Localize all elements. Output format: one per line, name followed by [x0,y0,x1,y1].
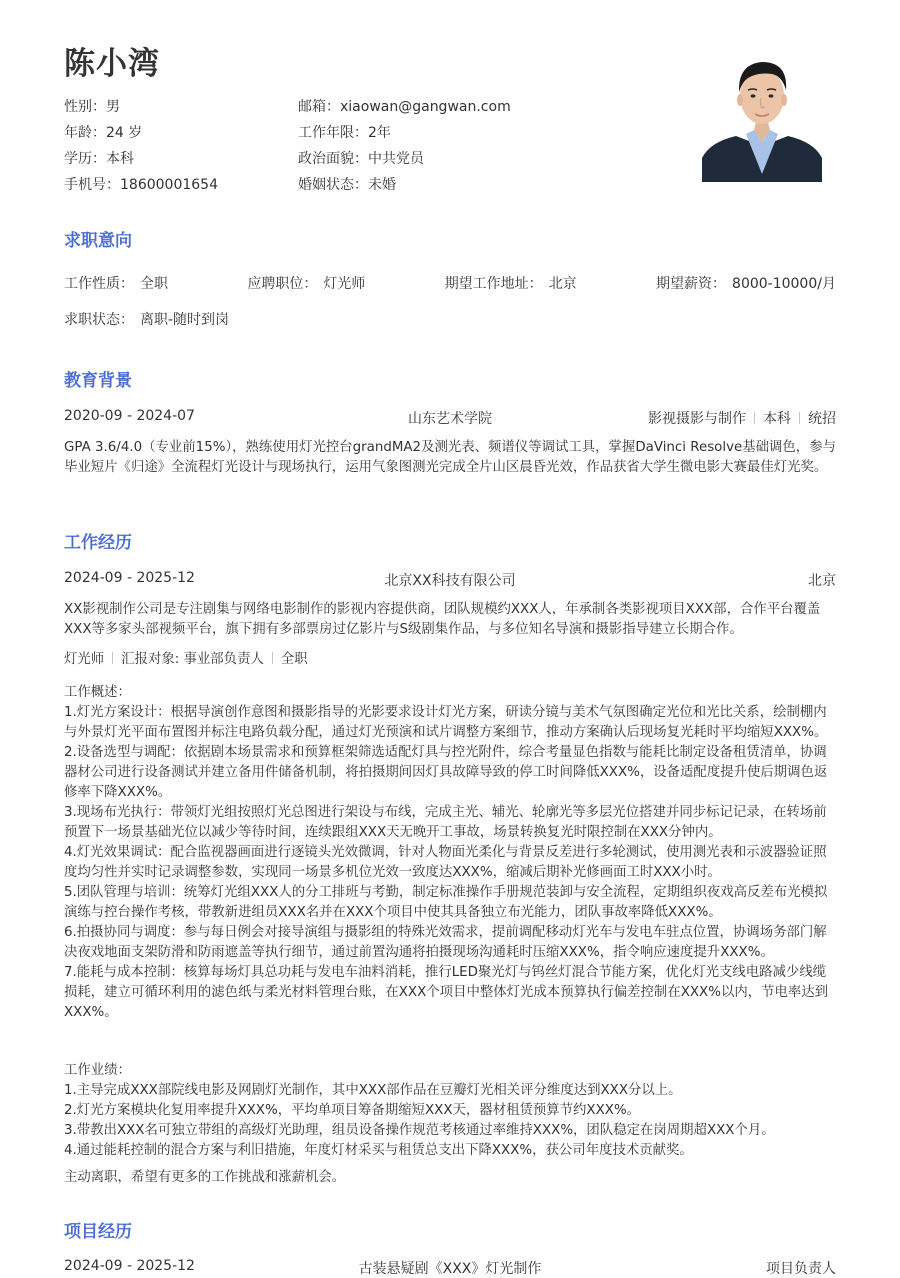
education-level-field [64,146,298,172]
location-label: 期望工作地址： [444,276,543,292]
phone-value: 18600001654 [120,177,218,193]
company-intro: XX影视制作公司是专注剧集与网络电影制作的影视内容提供商，团队规模约XXX人，年承制各类影视项目XXX部，合作平台覆盖XXX等多家头部视频平台，旗下拥有多部票房过亿影片与S级剧集作品，与多位知名导演和摄影指导建立长期合作。 [64,602,821,637]
job-status-label: 求职状态： [64,312,134,328]
result-item: 2.灯光方案模块化复用率提升XXX%，平均单项目筹备期缩短XXX天，器材租赁预算节约XXX%。 [64,1103,641,1118]
age-label: 年龄： [64,125,106,141]
candidate-name: 陈小湾 [64,46,160,82]
section-title-education: 教育背景 [64,371,132,391]
gender-value: 男 [106,99,120,115]
report-to: 汇报对象: 事业部负责人 [121,652,264,667]
education-meta-row [64,408,836,428]
overview-item: 5.团队管理与培训：统筹灯光组XXX人的分工排班与考勤，制定标准操作手册规范装卸与安全流程，定期组织夜戏高反差布光模拟演练与控台操作考核，带教新进组员XXX名并在XXX个项目中使其具备独立布光能力，团队事故率降低XXX%。 [64,885,828,920]
position-value: 灯光师 [323,276,366,292]
email-label: 邮箱： [298,99,340,115]
employment-type: 全职 [280,652,308,667]
results-title: 工作业绩： [64,1063,131,1078]
marital-status-field [298,172,598,198]
marital-status-value: 未婚 [368,177,396,193]
result-item: 1.主导完成XXX部院线电影及网剧灯光制作，其中XXX部作品在豆瓣灯光相关评分维度达到XXX分以上。 [64,1083,682,1098]
work-type-field [64,273,168,293]
project-meta-row [64,1258,836,1278]
info-row [64,146,624,172]
divider [754,412,755,424]
work-type-label: 工作性质： [64,276,134,292]
salary-value: 8000-10000/月 [732,276,836,292]
education-details [648,408,836,428]
company-name: 北京XX科技有限公司 [384,573,516,589]
education-date: 2020-09 - 2024-07 [64,408,195,424]
phone-field [64,172,298,198]
leave-reason: 主动离职，希望有更多的工作挑战和涨薪机会。 [64,1170,346,1185]
result-item: 4.通过能耗控制的混合方案与利旧措施，年度灯材采买与租赁总支出下降XXX%，获公司年度技术贡献奖。 [64,1143,693,1158]
work-results [64,1061,836,1161]
project-role: 项目负责人 [766,1261,836,1277]
age-field [64,120,298,146]
divider [272,652,273,664]
political-status-field [298,146,598,172]
overview-item: 7.能耗与成本控制：核算每场灯具总功耗与发电车油料消耗，推行LED聚光灯与钨丝灯混合节能方案，优化灯光支线电路减少线缆损耗，建立可循环利用的滤色纸与柔光材料管理台账，在XXX个项目中整体灯光成本预算执行偏差控制在XXX%以内，节电率达到XXX%。 [64,965,829,1020]
job-status-value: 离职-随时到岗 [140,312,230,328]
work-date: 2024-09 - 2025-12 [64,570,195,586]
location-field [445,273,577,293]
degree: 本科 [763,411,791,427]
major: 影视摄影与制作 [648,411,746,427]
job-status-row [64,309,836,329]
section-title-project: 项目经历 [64,1222,132,1242]
education-description: GPA 3.6/4.0（专业前15%），熟练使用灯光控台grandMA2及测光表、频谱仪等调试工具，掌握DaVinci Resolve基础调色，参与毕业短片《归途》全流程灯光设计与现场执行，运用气象图测光完成全片山区晨昏光效，作品获省大学生微电影大赛最佳灯光奖。 [64,440,836,475]
work-city: 北京 [808,573,836,589]
work-tags [64,648,308,667]
email-value: xiaowan@gangwan.com [340,99,511,115]
email-field [298,94,598,120]
education-level-label: 学历： [64,151,106,167]
project-date: 2024-09 - 2025-12 [64,1258,195,1274]
political-status-value: 中共党员 [368,151,424,167]
salary-field [656,273,836,293]
gender-field [64,94,298,120]
section-title-job-intent: 求职意向 [64,231,132,251]
salary-label: 期望薪资： [656,276,727,292]
education-level-value: 本科 [106,151,134,167]
overview-item: 2.设备选型与调配：依据剧本场景需求和预算框架筛选适配灯具与控光附件，综合考量显色指数与能耗比制定设备租赁清单，协调器材公司进行设备测试并建立备用件储备机制，将拍摄期间因灯具故障导致的停工时间降低XXX%，设备适配度提升使后期调色返修率下降XXX%。 [64,745,828,800]
location-value: 北京 [548,276,577,292]
result-item: 3.带教出XXX名可独立带组的高级灯光助理，组员设备操作规范考核通过率维持XXX%，团队稳定在岗周期超XXX个月。 [64,1123,775,1138]
profile-photo [702,50,822,182]
position-label: 应聘职位： [247,276,318,292]
phone-label: 手机号： [64,177,120,193]
work-years-field [298,120,598,146]
enrollment-mode: 统招 [808,411,836,427]
marital-status-label: 婚姻状态： [298,177,368,193]
divider [112,652,113,664]
section-title-work: 工作经历 [64,533,132,553]
work-overview [64,683,836,1023]
overview-title: 工作概述： [64,685,131,700]
position-field [247,273,365,293]
work-type-value: 全职 [140,276,168,292]
basic-info [64,94,624,198]
job-status-field [64,309,229,329]
overview-item: 4.灯光效果调试：配合监视器画面进行逐镜头光效微调，针对人物面光柔化与背景反差进行多轮测试，使用测光表和示波器验证照度均匀性并实时记录调整参数，实现同一场景多机位光效一致度达XXX%，缩减后期补光修画面工时XXX小时。 [64,845,827,880]
gender-label: 性别： [64,99,106,115]
school-name: 山东艺术学院 [408,411,492,427]
info-row [64,94,624,120]
age-value: 24 岁 [106,125,143,141]
divider [799,412,800,424]
work-years-value: 2年 [368,125,391,141]
political-status-label: 政治面貌： [298,151,368,167]
info-row [64,172,624,198]
info-row [64,120,624,146]
project-name: 古装悬疑剧《XXX》灯光制作 [358,1261,542,1277]
overview-item: 1.灯光方案设计：根据导演创作意图和摄影指导的光影要求设计灯光方案，研读分镜与美术气氛图确定光位和光比关系，绘制棚内与外景灯光平面布置图并标注电路负载分配，通过灯光预演和试片调整方案细节，推动方案确认后现场复光耗时平均缩短XXX%。 [64,705,828,740]
profile-photo-image [702,50,822,182]
overview-item: 3.现场布光执行：带领灯光组按照灯光总图进行架设与布线，完成主光、辅光、轮廓光等多层光位搭建并同步标记记录，在转场前预置下一场景基础光位以减少等待时间，连续跟组XXX天无晚开工事故，场景转换复光时限控制在XXX分钟内。 [64,805,827,840]
work-meta-row [64,570,836,590]
overview-item: 6.拍摄协同与调度：参与每日例会对接导演组与摄影组的特殊光效需求，提前调配移动灯光车与发电车驻点位置，协调场务部门解决夜戏地面支架防滑和防雨遮盖等执行细节，通过前置沟通将拍摄现场沟通耗时压缩XXX%，指令响应速度提升XXX%。 [64,925,827,960]
job-role: 灯光师 [64,652,105,667]
job-intent-row [64,273,836,293]
work-years-label: 工作年限： [298,125,368,141]
